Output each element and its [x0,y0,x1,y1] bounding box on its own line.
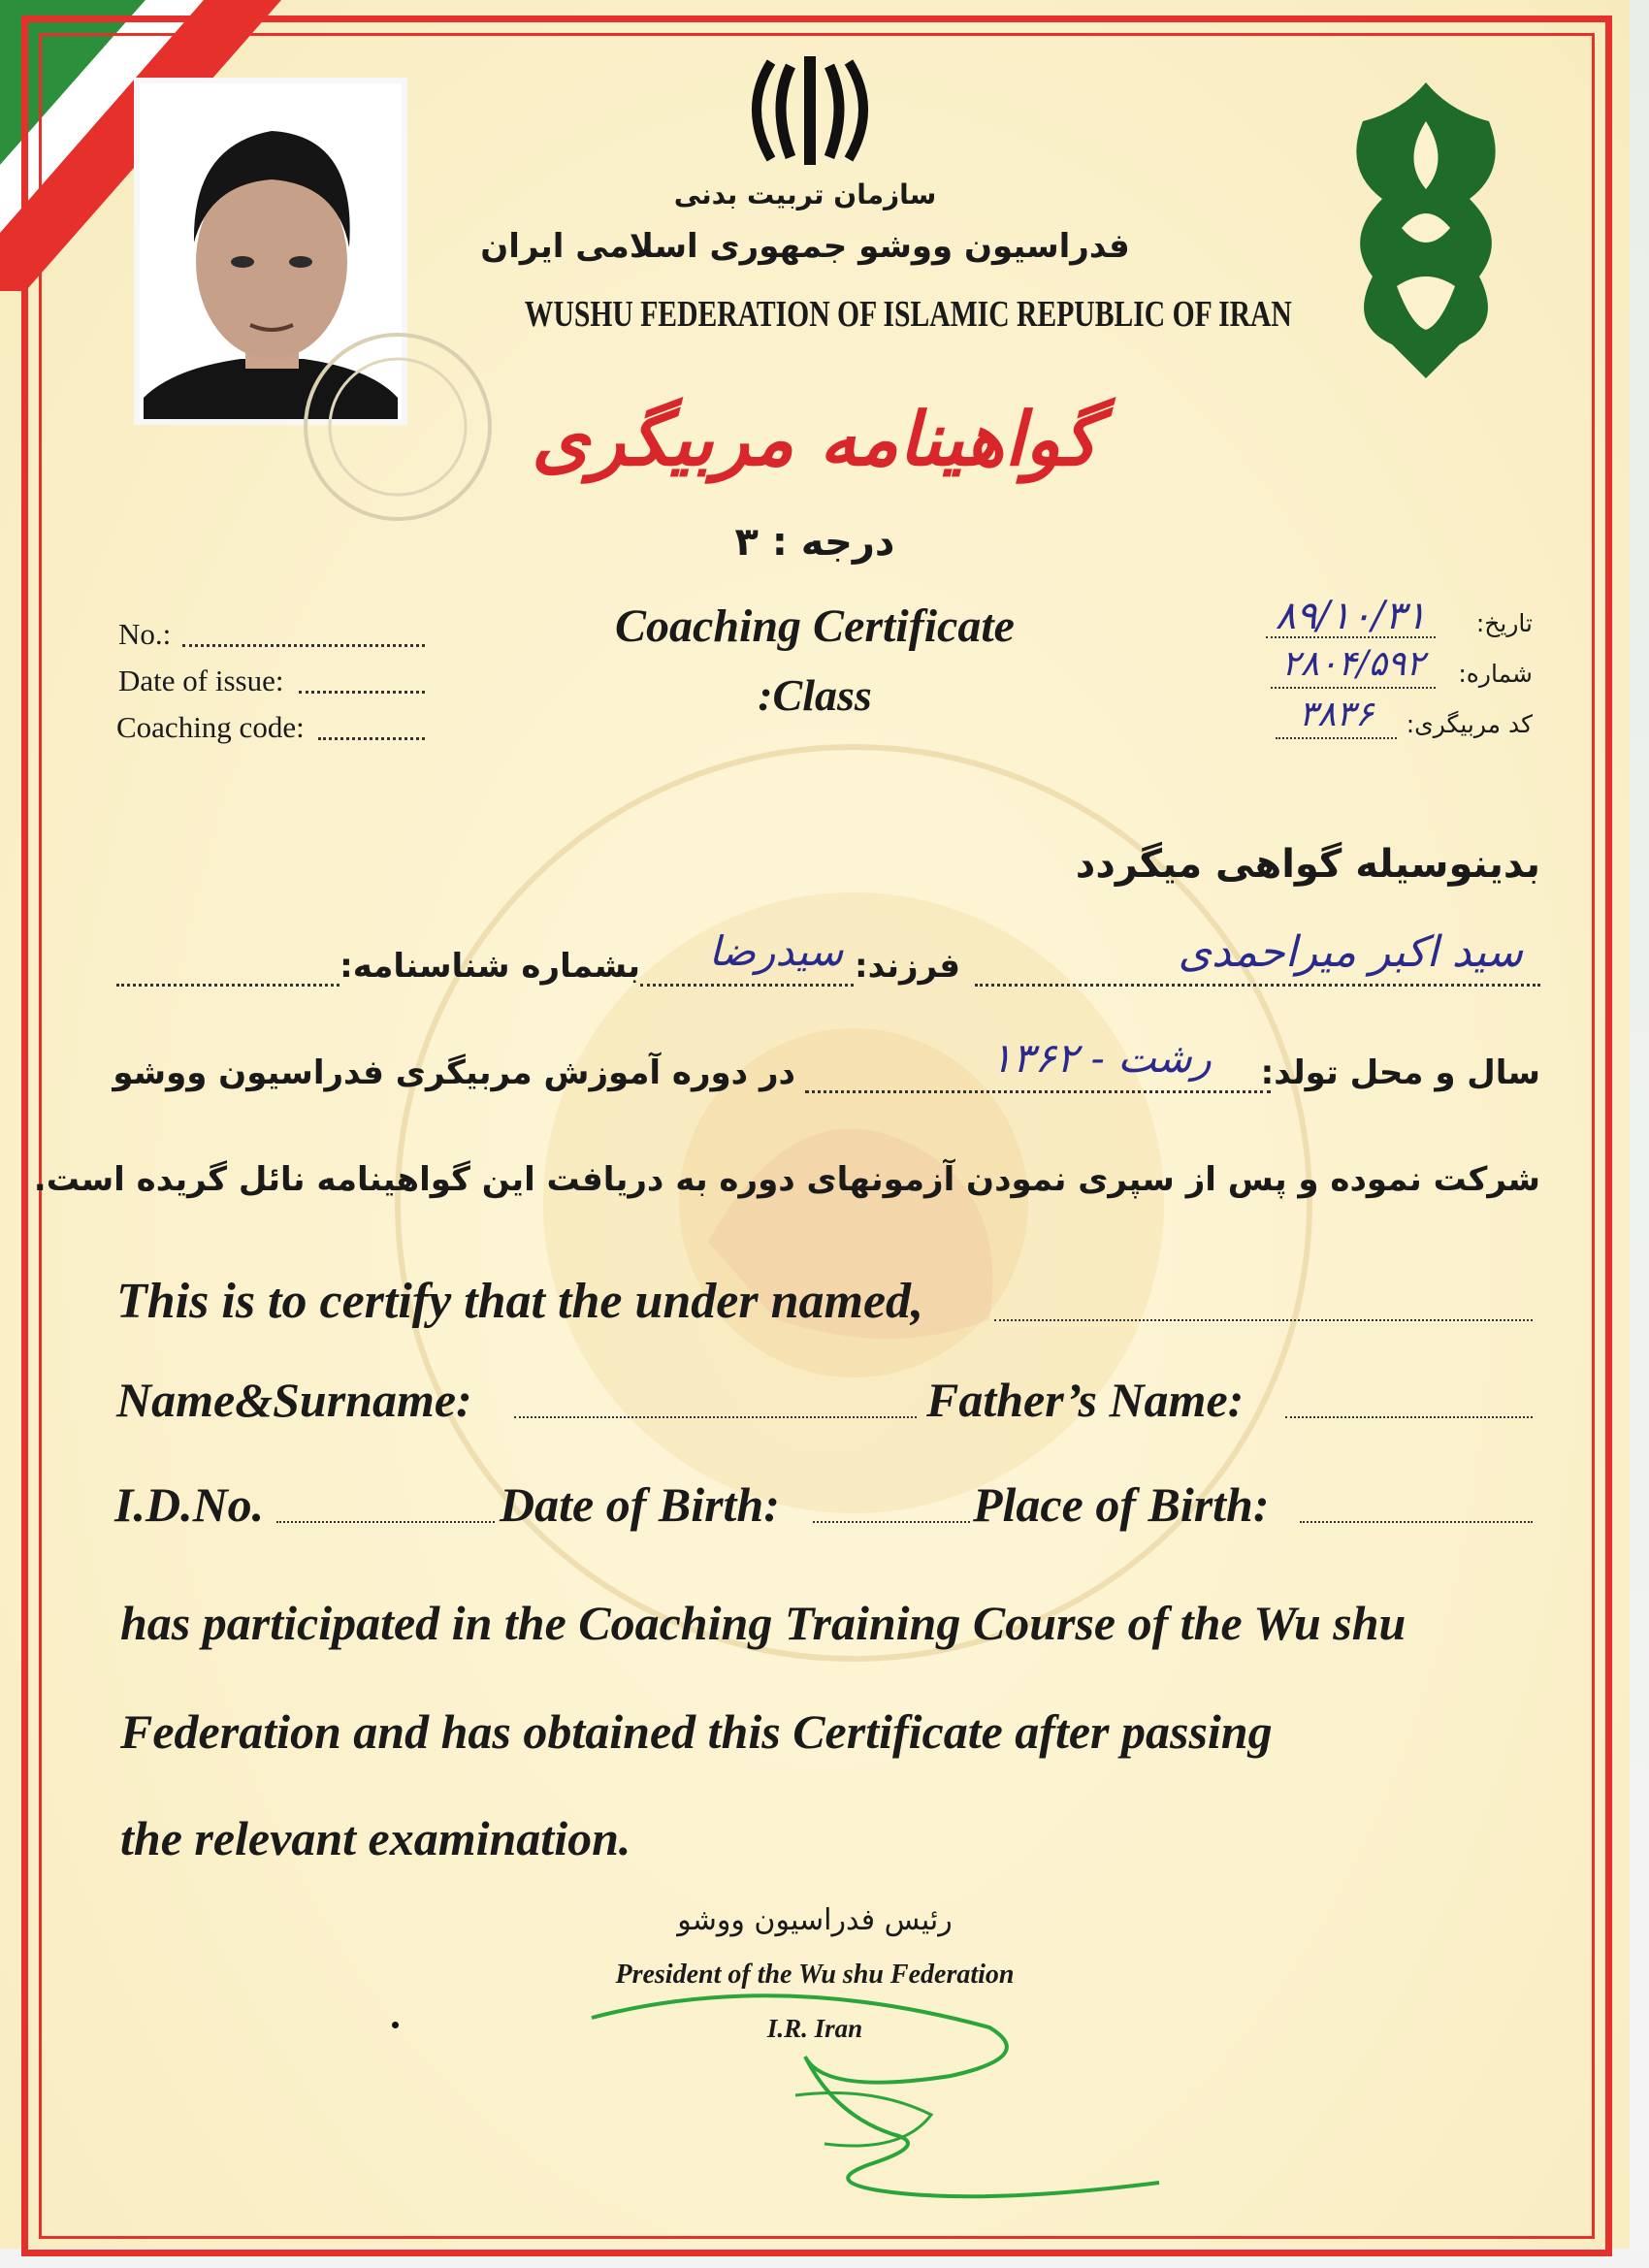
iran-emblem-icon [742,49,878,173]
ink-dot [392,2022,399,2028]
participation-paragraph-line-2: Federation and has obtained this Certificate after passing [120,1704,1273,1759]
name-surname-label: Name&Surname: [116,1373,472,1427]
class-label: :Class [758,670,872,720]
father-handwritten: سیدرضا [708,927,844,975]
number-label-persian: شماره: [1458,660,1533,688]
flag-right-strip [1630,0,1649,2268]
org-name-persian: سازمان تربیت بدنی [673,178,937,211]
coaching-code-label: Coaching code: [116,710,305,744]
code-line [1276,737,1397,739]
federation-name-english: WUSHU FEDERATION OF ISLAMIC REPUBLIC OF IRAN [524,294,1292,335]
place-of-birth-line [1300,1521,1533,1523]
father-persian-line [640,984,854,987]
participation-paragraph-line-1: has participated in the Coaching Training Course of the Wu shu [120,1596,1406,1650]
president-title-english: President of the Wu shu Federation [615,1960,1015,1990]
stamp-impression [301,320,514,543]
wushu-federation-emblem-icon [1343,82,1508,378]
no-line [182,644,425,647]
federation-name-persian: فدراسیون ووشو جمهوری اسلامی ایران [480,227,1130,266]
course-text-persian: در دوره آموزش مربیگری فدراسیون ووشو [113,1053,795,1092]
persian-certify-line: بدینوسیله گواهی میگردد [1075,842,1540,887]
date-of-issue-line [299,691,425,694]
date-of-birth-line [813,1521,970,1523]
certificate-title-persian: گواهینامه مربیگری [532,396,1098,482]
child-of-label-persian: فرزند: [855,947,960,986]
place-of-birth-label: Place of Birth: [973,1477,1270,1532]
coaching-code-line [318,737,425,740]
fathers-name-label: Father’s Name: [926,1373,1245,1427]
persian-participation-line: شرکت نموده و پس از سپری نمودن آزمونهای دوره به دریافت این گواهینامه نائل گریده است. [33,1160,1540,1199]
name-handwritten: سید اکبر میراحمدی [1178,927,1523,977]
grade-persian: درجه : ۳ [734,520,895,565]
birth-handwritten: رشت - ۱۳۶۲ [990,1034,1212,1082]
no-label: No.: [118,617,172,651]
date-label-persian: تاریخ: [1475,609,1533,637]
fathers-name-line [1285,1416,1533,1418]
date-of-birth-label: Date of Birth: [500,1477,780,1532]
date-value-handwritten: ۸۹/۱۰/۳۱ [1275,594,1427,638]
coaching-code-value-handwritten: ۳۸۳۶ [1298,695,1374,734]
id-no-label: I.D.No. [114,1477,265,1532]
coaching-code-label-persian: کد مربیگری: [1406,710,1533,738]
id-label-persian: بشماره شناسنامه: [340,947,640,986]
name-persian-line [975,984,1540,987]
birth-label-persian: سال و محل تولد: [1260,1053,1540,1092]
certificate-title-english: Coaching Certificate [615,600,1015,652]
president-title-persian: رئیس فدراسیون ووشو [677,1903,953,1937]
president-signature [582,1989,1183,2221]
id-persian-line [116,984,340,987]
participation-paragraph-line-3: the relevant examination. [120,1811,631,1865]
name-surname-line [514,1416,917,1418]
country-label: I.R. Iran [766,2014,863,2043]
certify-english: This is to certify that the under named, [116,1274,924,1329]
birth-persian-line [805,1090,1271,1093]
date-of-issue-label: Date of issue: [118,664,284,697]
number-line [1271,687,1436,689]
number-value-handwritten: ۲۸۰۴/۵۹۲ [1281,644,1425,684]
date-line [1266,636,1436,638]
certify-line [994,1319,1533,1321]
id-no-line [276,1521,495,1523]
